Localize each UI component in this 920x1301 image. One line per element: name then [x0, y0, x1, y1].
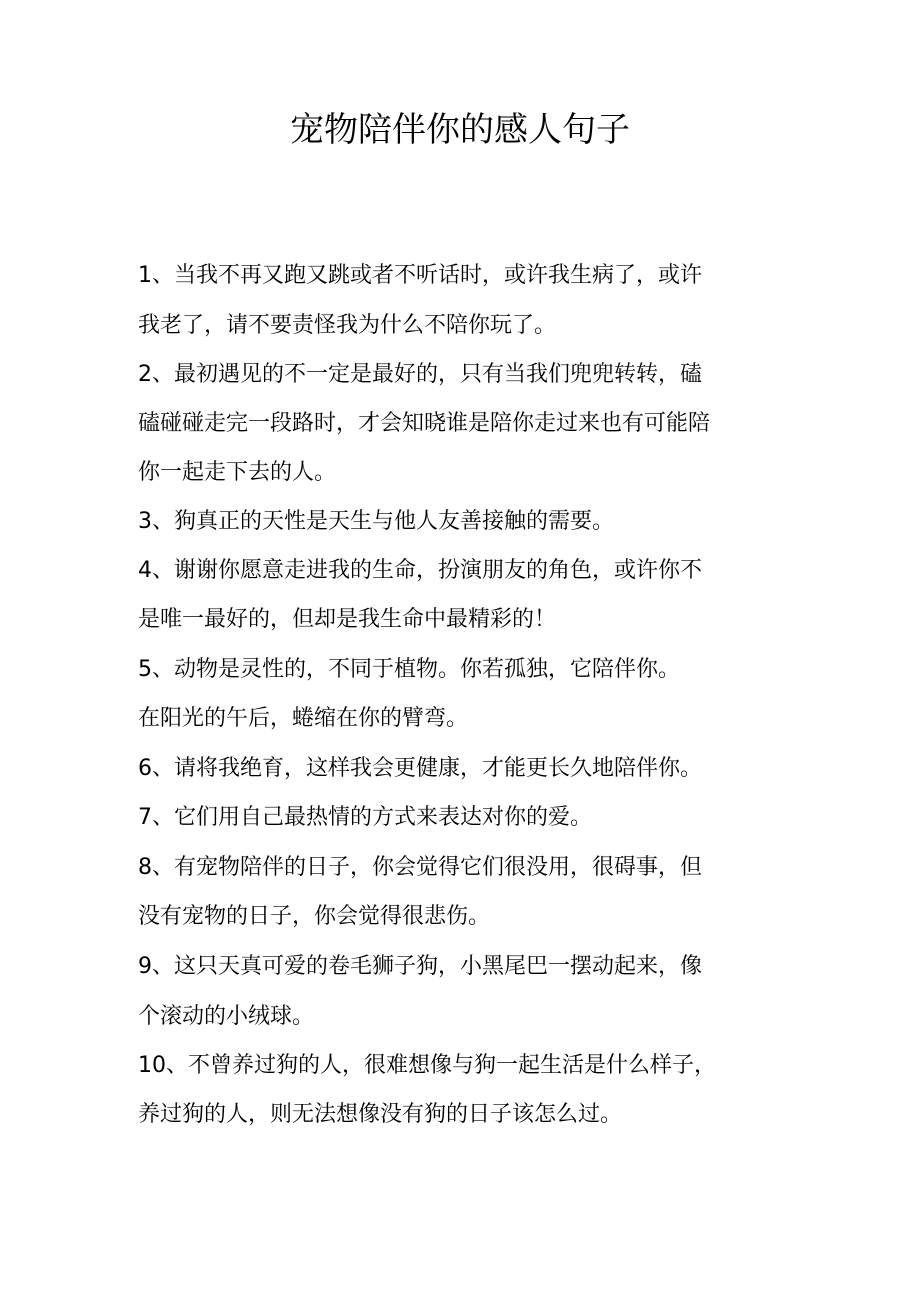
text-line-3: 2、最初遇见的不一定是最好的，只有当我们兜兜转转，磕 [138, 362, 702, 387]
text-line-4: 磕碰碰走完一段路时，才会知晓谁是陪你走过来也有可能陪 [138, 411, 711, 436]
text-line-1: 1、当我不再又跑又跳或者不听话时，或许我生病了，或许 [138, 263, 702, 288]
text-line-13: 8、有宠物陪伴的日子，你会觉得它们很没用，很碍事，但 [138, 855, 702, 880]
text-line-5: 你一起走下去的人。 [138, 460, 337, 485]
text-line-11: 6、请将我绝育，这样我会更健康，才能更长久地陪伴你。 [138, 756, 702, 781]
text-line-15: 9、这只天真可爱的卷毛狮子狗，小黑尾巴一摆动起来，像 [138, 954, 702, 979]
text-line-12: 7、它们用自己最热情的方式来表达对你的爱。 [138, 805, 592, 830]
text-line-2: 我老了，请不要责怪我为什么不陪你玩了。 [138, 313, 557, 338]
page-title: 宠物陪伴你的感人句子 [290, 110, 630, 150]
text-line-16: 个滚动的小绒球。 [138, 1004, 315, 1029]
text-line-6: 3、狗真正的天性是天生与他人友善接触的需要。 [138, 509, 614, 534]
text-line-17: 10、不曾养过狗的人，很难想像与狗一起生活是什么样子， [138, 1053, 716, 1078]
text-line-8: 是唯一最好的，但却是我生命中最精彩的！ [138, 607, 557, 632]
text-line-10: 在阳光的午后，蜷缩在你的臂弯。 [138, 706, 469, 731]
text-line-7: 4、谢谢你愿意走进我的生命，扮演朋友的角色，或许你不 [138, 558, 702, 583]
text-line-14: 没有宠物的日子，你会觉得很悲伤。 [138, 904, 491, 929]
text-line-18: 养过狗的人，则无法想像没有狗的日子该怎么过。 [138, 1102, 623, 1127]
text-line-9: 5、动物是灵性的，不同于植物。你若孤独，它陪伴你。 [138, 657, 680, 682]
